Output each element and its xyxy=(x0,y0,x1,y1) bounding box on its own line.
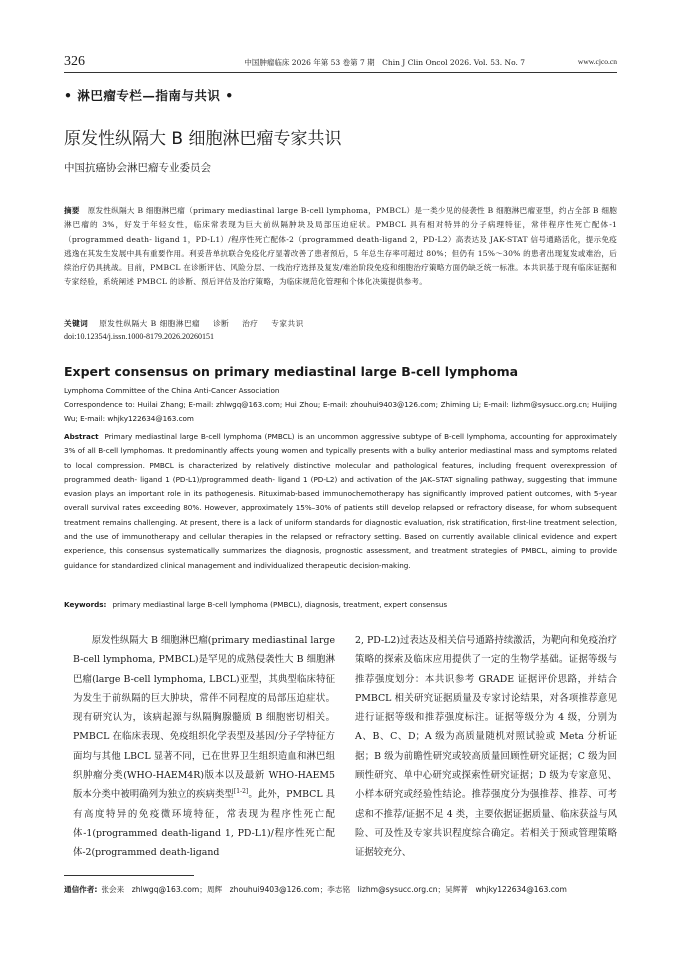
citation-marker: [1-2] xyxy=(233,788,249,796)
abstract-cn-label: 摘要 xyxy=(64,206,80,215)
running-header xyxy=(64,52,617,73)
keywords-cn-label: 关键词 xyxy=(64,319,89,328)
keyword-cn: 专家共识 xyxy=(271,319,304,328)
organization-en: Lymphoma Committee of the China Anti-Cancer Association xyxy=(64,386,280,395)
abstract-en-label: Abstract xyxy=(64,432,99,441)
keywords-en-label: Keywords: xyxy=(64,600,107,609)
body-left-text: 原发性纵隔大 B 细胞淋巴瘤(primary mediastinal large B-cell lymphoma, PMBCL)是罕见的成熟侵袭性大 B 细胞淋巴瘤(large B-cell lymphoma, LBCL)亚型，其典型临床特征为发生于前纵隔的巨大肿块，常伴不同程度的局部压迫症状。现有研究认为，该病起源与纵隔胸腺髓质 B 细胞密切相关。PMBCL 在临床表现、免疫组织化学表型及基因/分子学特征方面均与其他 LBCL 显著不同，已在世界卫生组织造血和淋巴组织肿瘤分类(WHO-HAEM4R)版本以及最新 WHO-HAEM5 版本分类中被明确列为独立的疾病类型 xyxy=(73,635,335,801)
keyword-cn: 原发性纵隔大 B 细胞淋巴瘤 xyxy=(99,319,201,328)
journal-url: www.cjco.cn xyxy=(577,57,617,66)
article-title-en: Expert consensus on primary mediastinal large B-cell lymphoma xyxy=(64,364,519,379)
keywords-en xyxy=(64,598,617,612)
doi: doi:10.12354/j.issn.1000-8179.2026.20260151 xyxy=(64,332,215,341)
footnote-rule xyxy=(64,875,194,876)
footnote-corresponding-authors xyxy=(64,884,617,895)
correspondence-en: Correspondence to: Huilai Zhang; E-mail: zhlwgq@163.com; Hui Zhou; E-mail: zhouhui9403@126.com; Zhiming Li; E-mail: lizhm@sysucc.org.cn; Huijing Wu; E-mail: whjky122634@163.com xyxy=(64,400,617,424)
body-left-text-2: 。此外，PMBCL 具有高度特异的免疫微环境特征，常表现为程序性死亡配体-1(programmed death-ligand 1, PD-L1)/程序性死亡配体-2(programmed death-ligand xyxy=(73,789,335,859)
body-right-text: 2, PD-L2)过表达及相关信号通路持续激活，为靶向和免疫治疗策略的探索及临床应用提供了一定的生物学基础。证据等级与推荐强度划分：本共识参考 GRADE 证据评价思路，并结合 PMBCL 相关研究证据质量及专家讨论结果，对各项推荐意见进行证据等级和推荐强度标注。证据等级分为 4 级，分别为 A、B、C、D；A 级为高质量随机对照试验或 Meta 分析证据；B 级为前瞻性研究或较高质量回顾性研究证据；C 级为回顾性研究、单中心研究或探索性研究证据；D 级为专家意见、小样本研究或经验性结论。推荐强度分为强推荐、推荐、可考虑和不推荐/证据不足 4 类，主要依据证据质量、临床获益与风险、可及性及专家共识程度综合确定。若相关于预或管理策略证据较充分、 xyxy=(355,635,617,859)
column-tag: • 淋巴瘤专栏—指南与共识 • xyxy=(64,88,234,103)
keywords-en-text: primary mediastinal large B-cell lymphoma (PMBCL), diagnosis, treatment, expert consensus xyxy=(112,600,448,609)
abstract-en xyxy=(64,430,617,573)
body-column-right xyxy=(355,631,617,863)
abstract-cn xyxy=(64,204,617,290)
abstract-cn-text: 原发性纵隔大 B 细胞淋巴瘤（primary mediastinal large B-cell lymphoma，PMBCL）是一类少见的侵袭性 B 细胞淋巴瘤亚型，约占全部 B 细胞淋巴瘤的 3%，好发于年轻女性，临床常表现为巨大前纵隔肿块及局部压迫症状。PMBCL 具有相对特异的分子病理特征，常伴程序性死亡配体-1（programmed death- ligand 1，PD-L1）/程序性死亡配体-2（programmed death-ligand 2，PD-L2）高表达及 JAK-STAT 信号通路活化，提示免疫逃逸在其发生发展中具有重要作用。利妥昔单抗联合免疫化疗显著改善了患者预后，5 年总生存率可超过 80%；但仍有 15%～30% 的患者出现复发或难治，后续治疗仍具挑战。目前，PMBCL 在诊断评估、风险分层、一线治疗选择及复发/难治阶段免疫和细胞治疗策略方面仍缺乏统一标准。本共识基于现有临床证据和专家经验，系统阐述 PMBCL 的诊断、预后评估及治疗策略，为临床规范化管理和个体化决策提供参考。 xyxy=(64,206,618,287)
keywords-cn xyxy=(64,317,617,331)
footnote-text: 张会来 zhlwgq@163.com；周辉 zhouhui9403@126.com；李志铭 lizhm@sysucc.org.cn；吴辉菁 whjky122634@163.com xyxy=(101,885,567,894)
keyword-cn: 治疗 xyxy=(242,319,259,328)
body-column-left xyxy=(73,631,335,863)
keyword-cn: 诊断 xyxy=(213,319,230,328)
footnote-label: 通信作者: xyxy=(64,885,98,894)
authors-cn: 中国抗癌协会淋巴瘤专业委员会 xyxy=(64,162,211,174)
page-number: 326 xyxy=(64,54,85,69)
article-title-cn: 原发性纵隔大 B 细胞淋巴瘤专家共识 xyxy=(64,129,342,149)
abstract-en-text: Primary mediastinal large B-cell lymphoma (PMBCL) is an uncommon aggressive subtype of B-cell lymphoma, accounting for approximately 3% of all B-cell lymphomas. It predominantly affects young women and typically presents with a bulky anterior mediastinal mass and symptoms related to local compression. PMBCL is characterized by relatively distinctive molecular and pathological features, including frequent overexpression of programmed death- ligand 1 (PD-L1)/programmed death- ligand 1 (PD-L2) and activation of the JAK–STAT signaling pathway, suggesting that immune evasion plays an important role in its pathogenesis. Rituximab-based immunochemotherapy has significantly improved patient outcomes, with 5-year overall survival rates exceeding 80%. However, approximately 15%–30% of patients still develop relapsed or refractory disease, for whom subsequent treatment remains challenging. At present, there is a lack of uniform standards for diagnostic evaluation, risk stratification, first-line treatment selection, and the use of immunotherapy and cellular therapies in the relapsed or refractory setting. Based on currently available clinical evidence and expert experience, this consensus systematically summarizes the diagnosis, prognostic assessment, and treatment strategies of PMBCL, aiming to provide guidance for standardized clinical management and individualized therapeutic decision-making. xyxy=(64,432,617,570)
journal-citation: 中国肿瘤临床 2026 年第 53 卷第 7 期 Chin J Clin Oncol 2026. Vol. 53. No. 7 xyxy=(244,58,525,67)
